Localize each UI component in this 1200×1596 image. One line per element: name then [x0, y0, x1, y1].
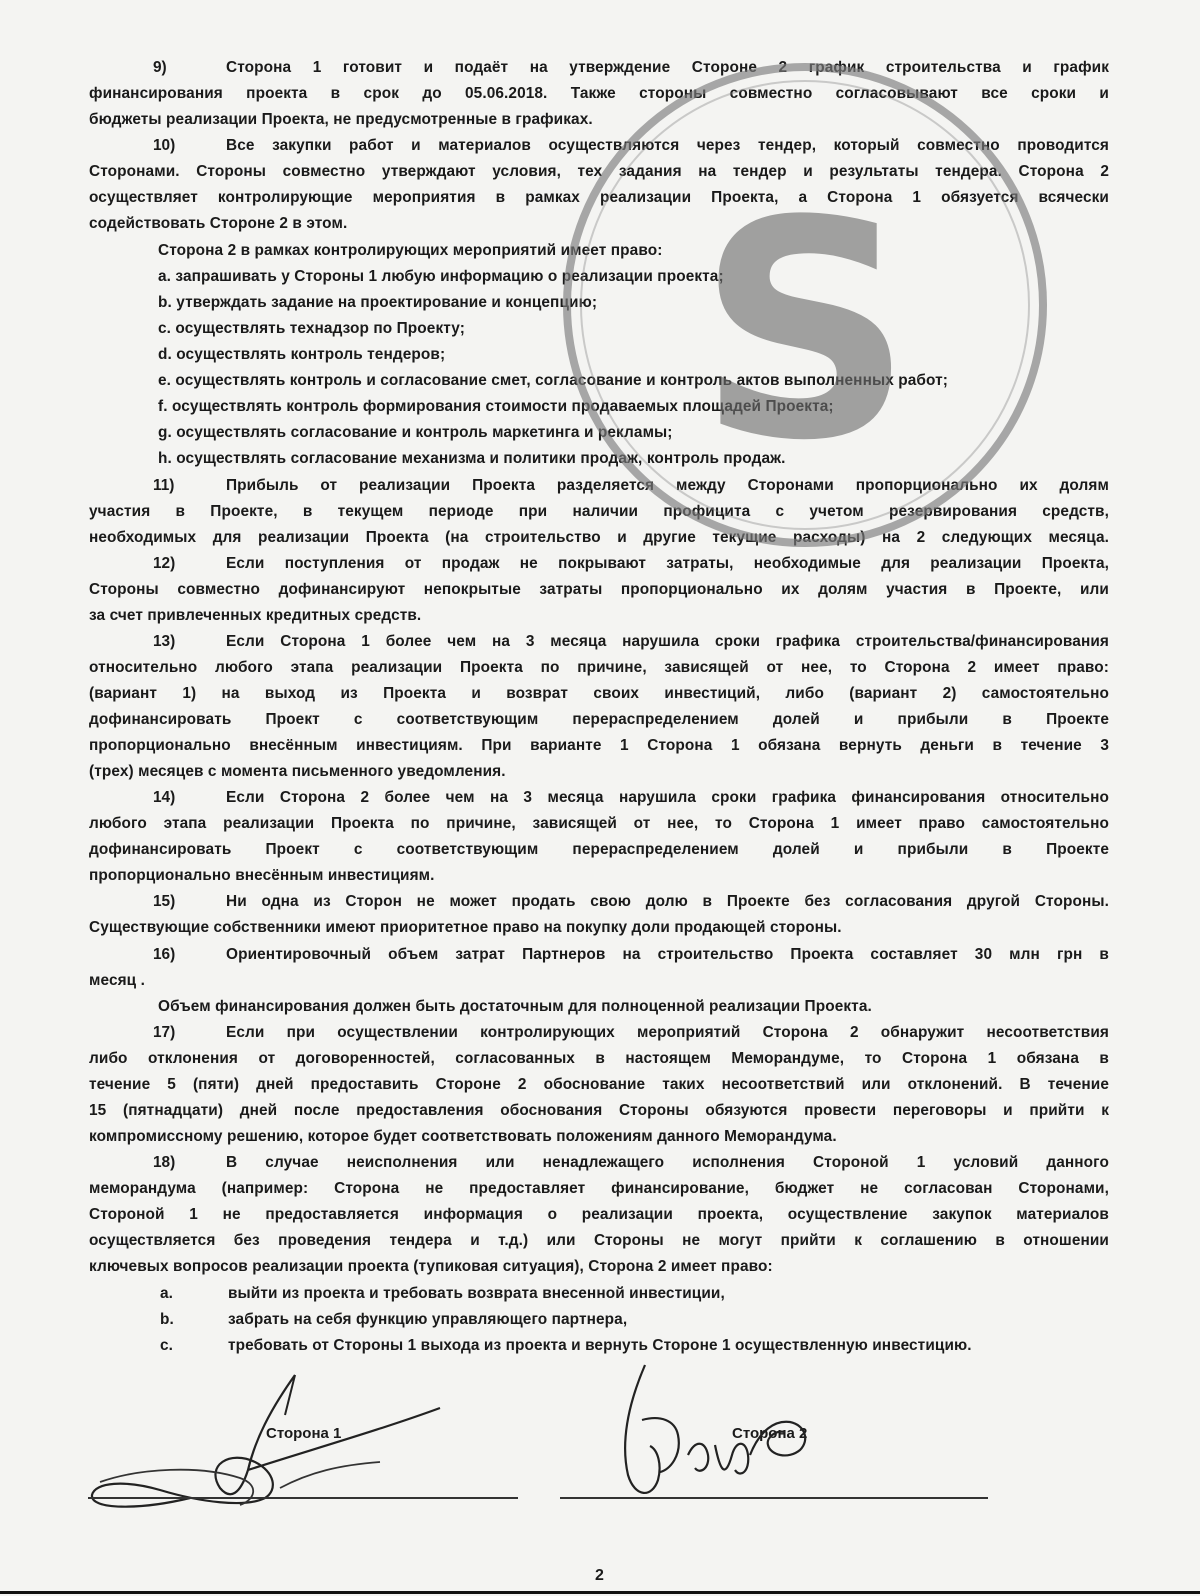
clause-10-line-1: Все закупки работ и материалов осуществляются через тендер, который совместно проводится [226, 137, 1109, 154]
clause-17-line-2: либо отклонения от договоренностей, согласованных в настоящем Меморандуме, то Сторона 1 обязана в [89, 1050, 1109, 1067]
clause-14-line-1: Если Сторона 2 более чем на 3 месяца нарушила сроки графика финансирования относительно [226, 789, 1109, 806]
signature-line-party-2 [560, 1497, 988, 1499]
clause-18-line-5: ключевых вопросов реализации проекта (тупиковая ситуация), Сторона 2 имеет право: [89, 1258, 773, 1275]
clause-10-right-g: g. осуществлять согласование и контроль маркетинга и рекламы; [158, 424, 673, 441]
clause-18-option-b-letter: b. [160, 1311, 174, 1328]
clause-10-rights-intro: Сторона 2 в рамках контролирующих мероприятий имеет право: [158, 242, 663, 259]
clause-10-number: 10) [153, 137, 176, 154]
clause-13-line-6: (трех) месяцев с момента письменного уведомления. [89, 763, 506, 780]
clause-10-right-b: b. утверждать задание на проектирование и концепцию; [158, 294, 598, 311]
clause-18-line-1: В случае неисполнения или ненадлежащего исполнения Стороной 1 условий данного [226, 1154, 1109, 1171]
clause-18-line-3: Стороной 1 не предоставляется информация о реализации проекта, осуществление закупок материалов [89, 1206, 1109, 1223]
signature-label-party-2: Сторона 2 [732, 1425, 808, 1442]
clause-12-line-2: Стороны совместно дофинансируют непокрытые затраты пропорционально их долям участия в Проекте, или [89, 581, 1109, 598]
clause-9-line-2: финансирования проекта в срок до 05.06.2018. Также стороны совместно согласовывают все сроки и [89, 85, 1109, 102]
clause-10-right-h: h. осуществлять согласование механизма и политики продаж, контроль продаж. [158, 450, 786, 467]
clause-17-line-1: Если при осуществлении контролирующих мероприятий Сторона 2 обнаружит несоответствия [226, 1024, 1109, 1041]
clause-18-number: 18) [153, 1154, 176, 1171]
company-seal-stamp [560, 60, 1050, 550]
clause-11-number: 11) [153, 477, 175, 494]
clause-18-option-a-text: выйти из проекта и требовать возврата внесенной инвестиции, [228, 1285, 725, 1302]
bottom-border [0, 1591, 1200, 1594]
clause-14-line-4: пропорционально внесённым инвестициям. [89, 867, 435, 884]
clause-10-right-e: e. осуществлять контроль и согласование смет, согласование и контроль актов выполненных работ; [158, 372, 948, 389]
clause-15-number: 15) [153, 893, 176, 910]
clause-10-right-d: d. осуществлять контроль тендеров; [158, 346, 446, 363]
clause-10-line-2: Сторонами. Стороны совместно утверждают условия, тех задания на тендер и результаты тендера. Сторона 2 [89, 163, 1109, 180]
clause-11-line-3: необходимых для реализации Проекта (на строительство и другие текущие расходы) на 2 следующих месяца. [89, 529, 1109, 546]
clause-18-line-4: осуществляется без проведения тендера и т.д.) или Стороны не могут прийти к соглашению в отношении [89, 1232, 1109, 1249]
signature-label-party-1: Сторона 1 [266, 1425, 342, 1442]
clause-14-line-3: дофинансировать Проект с соответствующим перераспределением долей и прибыли в Проекте [89, 841, 1109, 858]
clause-10-right-f: f. осуществлять контроль формирования стоимости продаваемых площадей Проекта; [158, 398, 834, 415]
clause-9-line-1: Сторона 1 готовит и подаёт на утверждение Стороне 2 график строительства и график [226, 59, 1109, 76]
signature-line-party-1 [88, 1497, 518, 1499]
clause-18-option-a-letter: a. [160, 1285, 174, 1302]
clause-10-right-c: c. осуществлять технадзор по Проекту; [158, 320, 465, 337]
clause-18-option-b-text: забрать на себя функцию управляющего партнера, [228, 1311, 628, 1328]
signature-party-2 [600, 1360, 820, 1510]
clause-11-line-1: Прибыль от реализации Проекта разделяется между Сторонами пропорционально их долям [226, 477, 1109, 494]
clause-13-line-4: дофинансировать Проект с соответствующим перераспределением долей и прибыли в Проекте [89, 711, 1109, 728]
clause-13-line-1: Если Сторона 1 более чем на 3 месяца нарушила сроки графика строительства/финансирования [226, 633, 1109, 650]
clause-10-right-a: a. запрашивать у Стороны 1 любую информацию о реализации проекта; [158, 268, 724, 285]
clause-13-number: 13) [153, 633, 176, 650]
clause-15-line-1: Ни одна из Сторон не может продать свою долю в Проекте без согласования другой Стороны. [226, 893, 1109, 910]
clause-14-line-2: любого этапа реализации Проекта по причине, зависящей от нее, то Сторона 1 имеет право самостоятельно [89, 815, 1109, 832]
clause-14-number: 14) [153, 789, 176, 806]
clause-10-line-4: содействовать Стороне 2 в этом. [89, 215, 348, 232]
clause-12-line-3: за счет привлеченных кредитных средств. [89, 607, 422, 624]
clause-16-line-2: месяц . [89, 972, 145, 989]
clause-16-number: 16) [153, 946, 176, 963]
clause-17-line-5: компромиссному решению, которое будет соответствовать положениям данного Меморандума. [89, 1128, 837, 1145]
clause-18-option-c-text: требовать от Стороны 1 выхода из проекта и вернуть Стороне 1 осуществленную инвестицию. [228, 1337, 972, 1354]
clause-17-number: 17) [153, 1024, 176, 1041]
clause-11-line-2: участия в Проекте, в текущем периоде при наличии профицита с учетом резервирования средств, [89, 503, 1109, 520]
clause-15-line-2: Существующие собственники имеют приоритетное право на покупку доли продающей стороны. [89, 919, 842, 936]
clause-9-number: 9) [153, 59, 167, 76]
clause-13-line-3: (вариант 1) на выход из Проекта и возврат своих инвестиций, либо (вариант 2) самостоятельно [89, 685, 1109, 702]
clause-16-extra: Объем финансирования должен быть достаточным для полноценной реализации Проекта. [158, 998, 872, 1015]
clause-12-number: 12) [153, 555, 176, 572]
clause-18-line-2: меморандума (например: Сторона не предоставляет финансирование, бюджет не согласован Сторонами, [89, 1180, 1109, 1197]
clause-16-line-1: Ориентировочный объем затрат Партнеров на строительство Проекта составляет 30 млн грн в [226, 946, 1109, 963]
seal-letter: S [696, 157, 914, 506]
clause-9-line-3: бюджеты реализации Проекта, не предусмотренные в графиках. [89, 111, 593, 128]
clause-17-line-3: течение 5 (пяти) дней предоставить Стороне 2 обоснование таких несоответствий или отклонений. В течение [89, 1076, 1109, 1093]
clause-13-line-5: пропорционально внесённым инвестициям. При варианте 1 Сторона 1 обязана вернуть деньги в течение 3 [89, 737, 1109, 754]
clause-17-line-4: 15 (пятнадцати) дней после предоставления обоснования Стороны обязуются провести переговоры и прийти к [89, 1102, 1109, 1119]
clause-13-line-2: относительно любого этапа реализации Проекта по причине, зависящей от нее, то Сторона 2 имеет право: [89, 659, 1109, 676]
signature-party-1 [80, 1370, 520, 1530]
clause-18-option-c-letter: c. [160, 1337, 174, 1354]
page-number: 2 [595, 1567, 604, 1584]
clause-12-line-1: Если поступления от продаж не покрывают затраты, необходимые для реализации Проекта, [226, 555, 1109, 572]
clause-10-line-3: осуществляет контролирующие мероприятия в рамках реализации Проекта, а Сторона 1 обязуется всячески [89, 189, 1109, 206]
